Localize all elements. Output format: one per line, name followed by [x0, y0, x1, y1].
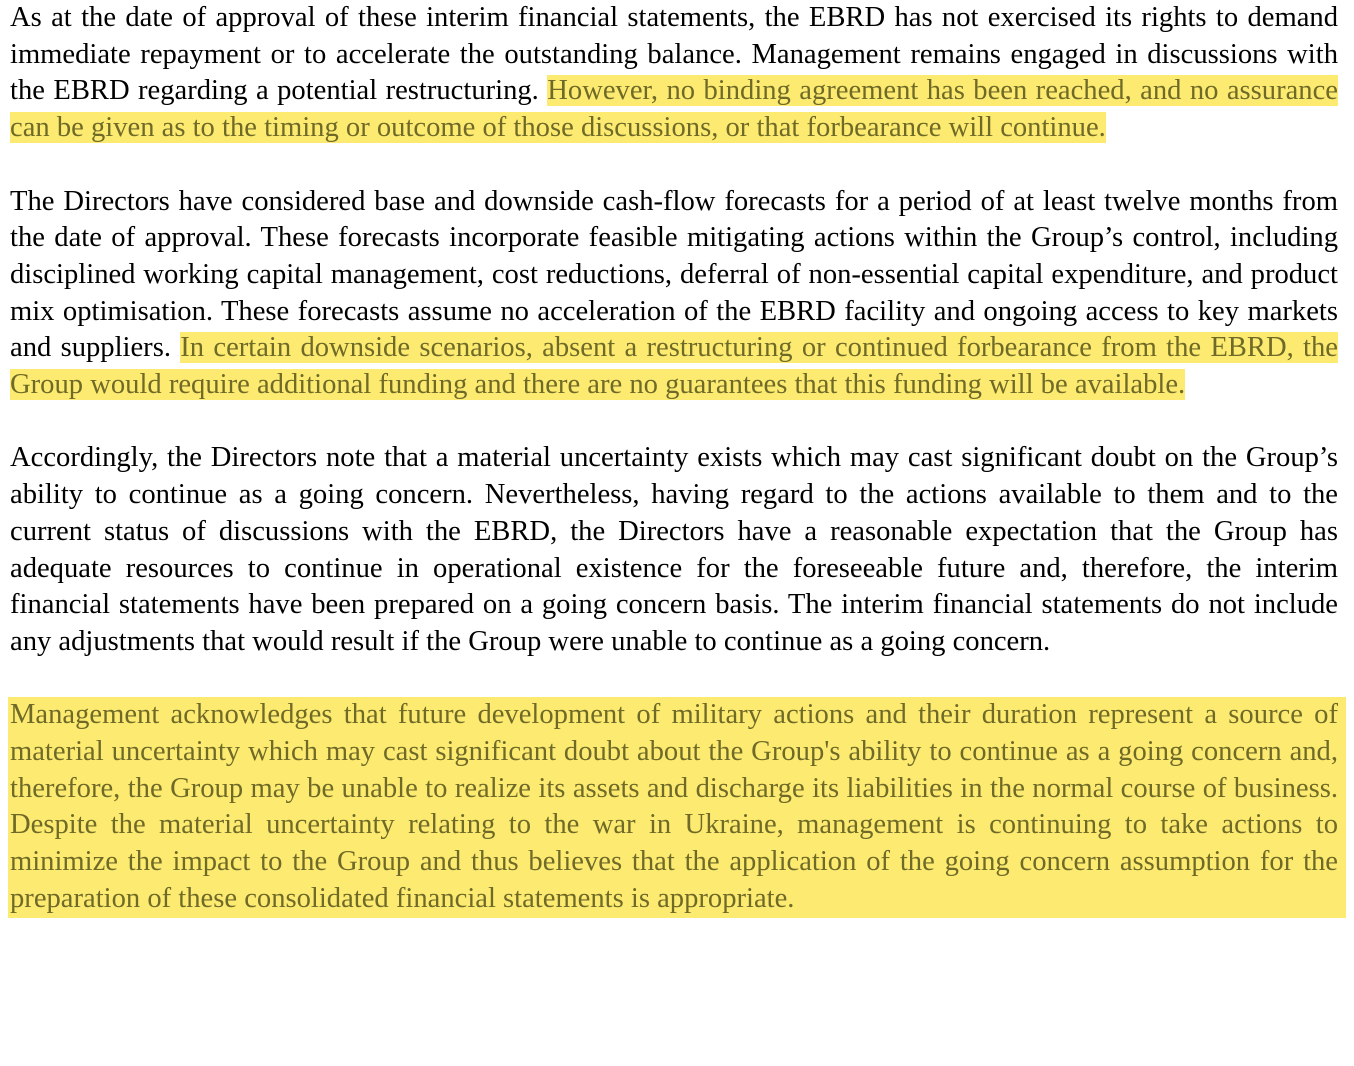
paragraph-text: The Directors have considered base and downside cash-flow forecasts for a period of at least twelve months from the date of approval. These forecasts incorporate feasible mitigating actions within the Group’s control, including disciplined working capital management, cost reductions, deferral of non-essential capital expenditure, and product mix optimisation. These forecasts assume no acceleration of the EBRD facility and ongoing access to key markets and suppliers.: [10, 185, 1338, 364]
highlighted-text: However, no binding agreement has been reached, and no assurance can be given as to the timing or outcome of those discussions, or that forbearance will continue.: [10, 75, 1338, 144]
document-page: [10, 0, 1338, 918]
paragraph-military-actions: [8, 697, 1346, 917]
paragraph-cash-flow-forecasts: [10, 184, 1338, 404]
paragraph-text: As at the date of approval of these interim financial statements, the EBRD has not exercised its rights to demand immediate repayment or to accelerate the outstanding balance. Management remains engaged in discussions with the EBRD regarding a potential restructuring.: [10, 2, 1338, 107]
paragraph-text: Accordingly, the Directors note that a material uncertainty exists which may cast significant doubt on the Group’s ability to continue as a going concern. Nevertheless, having regard to the actions available to them and to the current status of discussions with the EBRD, the Directors have a reasonable expectation that the Group has adequate resources to continue in operational existence for the foreseeable future and, therefore, the interim financial statements have been prepared on a going concern basis. The interim financial statements do not include any adjustments that would result if the Group were unable to continue as a going concern.: [10, 442, 1338, 657]
highlighted-text: Management acknowledges that future development of military actions and their duration represent a source of material uncertainty which may cast significant doubt about the Group's ability to continue as a going concern and, therefore, the Group may be unable to realize its assets and discharge its liabilities in the normal course of business. Despite the material uncertainty relating to the war in Ukraine, management is continuing to take actions to minimize the impact to the Group and thus believes that the application of the going concern assumption for the preparation of these consolidated financial statements is appropriate.: [10, 699, 1338, 914]
paragraph-ebrd-rights: [10, 0, 1338, 147]
highlighted-text: In certain downside scenarios, absent a restructuring or continued forbearance from the EBRD, the Group would require additional funding and there are no guarantees that this funding will be available.: [10, 332, 1338, 401]
paragraph-material-uncertainty: [10, 440, 1338, 660]
